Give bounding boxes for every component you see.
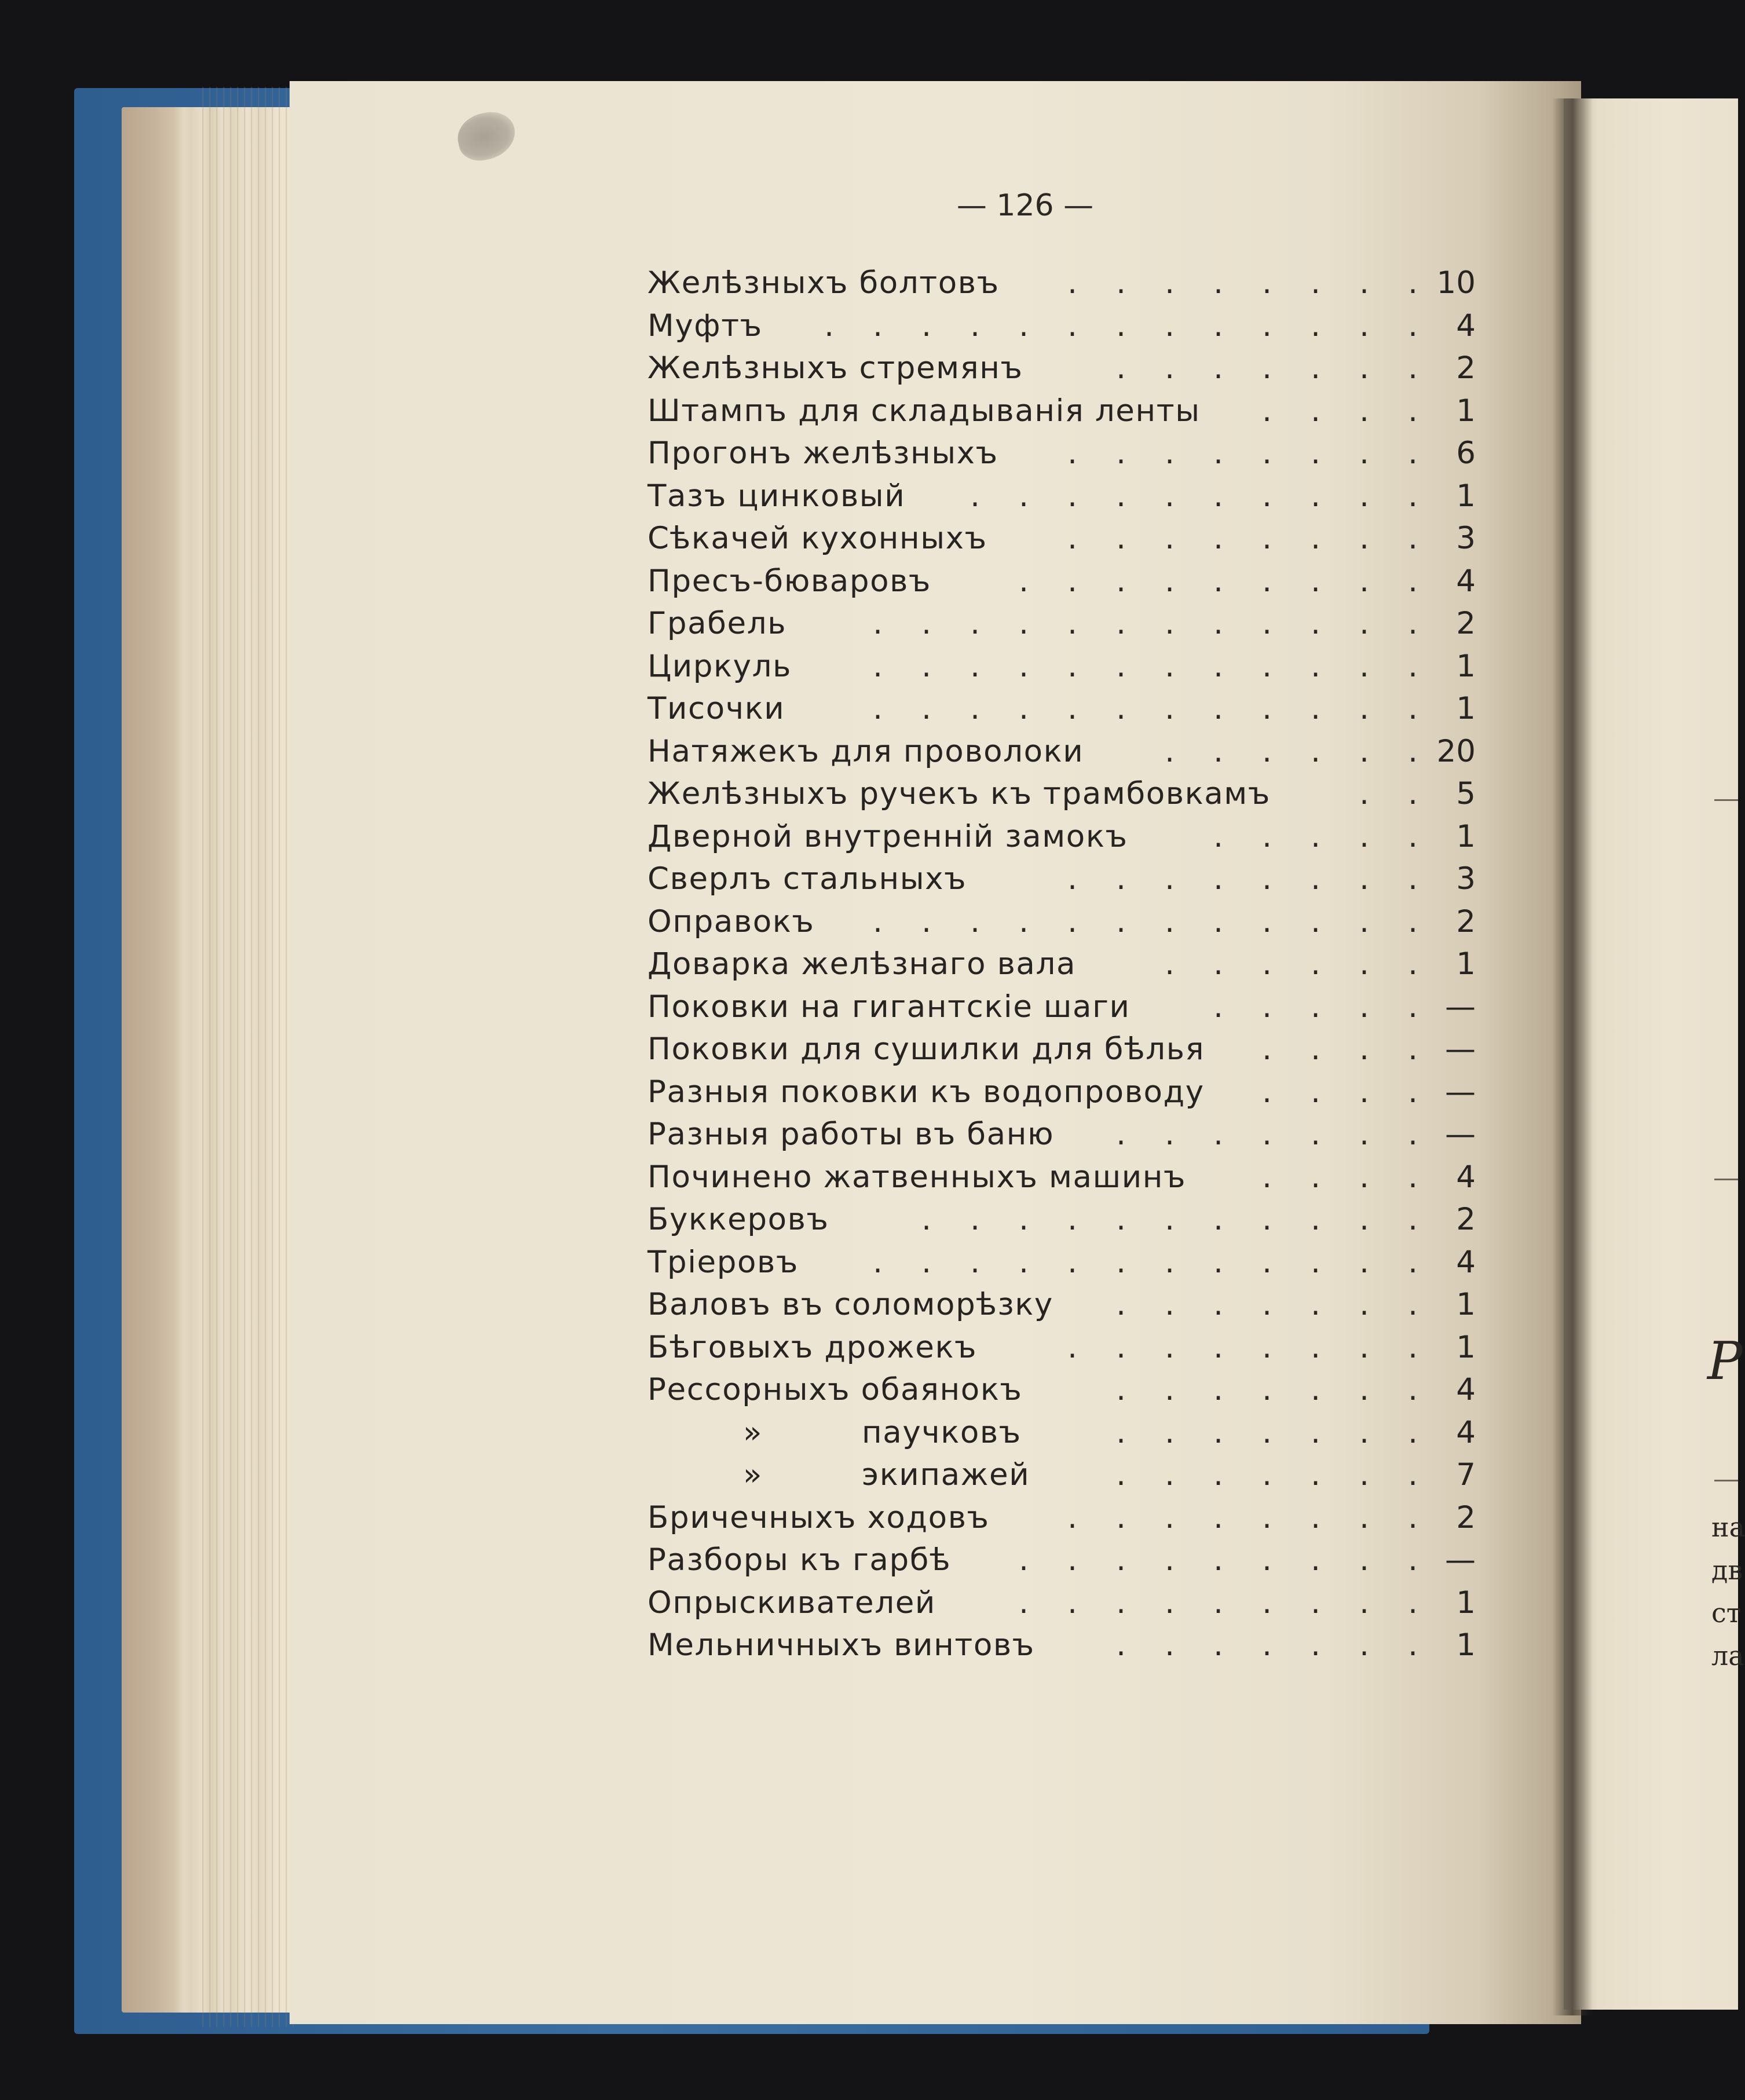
ledger-row: . . . . . . . . Прогонъ желѣзныхъ 6 [647, 432, 1476, 475]
ledger-row: . . . . . . . . . Опрыскивателей 1 [647, 1582, 1476, 1625]
item-label: Сверлъ стальныхъ [647, 861, 967, 897]
item-label: Желѣзныхъ болтовъ [647, 265, 1000, 301]
ledger-row: . . . . . . . . . Разборы къ гарбѣ — [647, 1539, 1476, 1582]
item-quantity: 1 [1456, 818, 1476, 854]
item-label: Рессорныхъ обаянокъ [647, 1372, 1023, 1407]
item-label: экипажей [862, 1457, 1030, 1492]
ledger-row: . . . . . . . . Желѣзныхъ болтовъ 10 [647, 262, 1476, 305]
item-label: Опрыскивателей [647, 1585, 936, 1620]
ledger-row: . . . . Поковки для сушилки для бѣлья — [647, 1028, 1476, 1071]
item-quantity: — [1445, 1031, 1476, 1067]
right-page-rule [1714, 1179, 1738, 1180]
item-label: паучковъ [862, 1414, 1022, 1450]
page-edge-lines [197, 87, 295, 2027]
item-quantity: 1 [1456, 1329, 1476, 1365]
ditto-mark: » [743, 1414, 762, 1450]
item-quantity: 20 [1436, 733, 1476, 769]
ledger-row: . . . . . . . Мельничныхъ винтовъ 1 [647, 1624, 1476, 1667]
inventory-list [647, 262, 1476, 1667]
item-quantity: 5 [1456, 776, 1476, 811]
item-quantity: 1 [1456, 946, 1476, 982]
item-label: Грабель [647, 606, 787, 641]
item-label: Бѣговыхъ дрожекъ [647, 1329, 978, 1365]
ledger-row: . . . . . . . » экипажей 7 [647, 1454, 1476, 1497]
ledger-row: . . . . . . . . . . . . . Муфтъ 4 [647, 305, 1476, 347]
ledger-row: . . . . . . . . Бѣговыхъ дрожекъ 1 [647, 1326, 1476, 1369]
item-quantity: 1 [1456, 1627, 1476, 1663]
item-label: Прогонъ желѣзныхъ [647, 436, 998, 471]
ledger-row: . . . . . . . Рессорныхъ обаянокъ 4 [647, 1369, 1476, 1411]
ledger-row: . . . . . . . . Бричечныхъ ходовъ 2 [647, 1497, 1476, 1539]
ledger-row: . . . . . . . . . . . . Тріеровъ 4 [647, 1241, 1476, 1284]
ledger-row: . . . . . . . . . . . . Тисочки 1 [647, 687, 1476, 730]
book-gutter [1552, 98, 1593, 2015]
item-label: Оправокъ [647, 903, 815, 939]
ledger-row: . . . . . . . . . . . Буккеровъ 2 [647, 1198, 1476, 1241]
ledger-row: . . . . . Поковки на гигантскіе шаги — [647, 986, 1476, 1029]
item-quantity: 1 [1456, 393, 1476, 429]
item-label: Штампъ для складыванія ленты [647, 393, 1201, 429]
right-page-line: на [1711, 1512, 1745, 1543]
ledger-row: . . . . . . . Разныя работы въ баню — [647, 1113, 1476, 1156]
item-label: Разныя работы въ баню [647, 1117, 1055, 1152]
ledger-row: . . . . . . . . . . . . Грабель 2 [647, 602, 1476, 645]
item-quantity: 4 [1456, 1159, 1476, 1195]
item-label: Разборы къ гарбѣ [647, 1542, 952, 1578]
item-label: Тазъ цинковый [647, 478, 906, 514]
item-quantity: 4 [1456, 308, 1476, 343]
item-quantity: 2 [1456, 1499, 1476, 1535]
item-quantity: — [1445, 1117, 1476, 1152]
item-quantity: 4 [1456, 563, 1476, 599]
item-quantity: — [1445, 1542, 1476, 1578]
item-label: Валовъ въ соломорѣзку [647, 1287, 1053, 1322]
ditto-mark: » [743, 1457, 762, 1492]
item-label: Поковки на гигантскіе шаги [647, 989, 1131, 1025]
item-quantity: 4 [1456, 1244, 1476, 1280]
ledger-row: . . . . . . . . . . . . Оправокъ 2 [647, 901, 1476, 943]
item-label: Сѣкачей кухонныхъ [647, 521, 987, 556]
right-page-line: ла [1711, 1640, 1744, 1671]
ledger-row: . . . . . . . Валовъ въ соломорѣзку 1 [647, 1283, 1476, 1326]
ledger-row: . . . . . Дверной внутренній замокъ 1 [647, 815, 1476, 858]
item-quantity: 4 [1456, 1372, 1476, 1407]
item-label: Разныя поковки къ водопроводу [647, 1074, 1205, 1110]
item-label: Мельничныхъ винтовъ [647, 1627, 1035, 1663]
ledger-row: . . Желѣзныхъ ручекъ къ трамбовкамъ 5 [647, 773, 1476, 815]
page-number: — 126 — [956, 188, 1094, 223]
item-quantity: 2 [1456, 903, 1476, 939]
item-label: Пресъ-бюваровъ [647, 563, 931, 599]
ledger-row: . . . . . . . . . . Тазъ цинковый 1 [647, 475, 1476, 518]
item-label: Буккеровъ [647, 1202, 829, 1237]
ledger-row: . . . . . . Натяжекъ для проволоки 20 [647, 730, 1476, 773]
ledger-row: . . . . . . . . Сверлъ стальныхъ 3 [647, 858, 1476, 901]
right-page-initial: Р [1707, 1331, 1743, 1392]
item-quantity: 4 [1456, 1414, 1476, 1450]
item-label: Починено жатвенныхъ машинъ [647, 1159, 1187, 1195]
ledger-row: . . . . Разныя поковки къ водопроводу — [647, 1071, 1476, 1114]
item-quantity: — [1445, 989, 1476, 1025]
item-label: Доварка желѣзнаго вала [647, 946, 1077, 982]
item-label: Бричечныхъ ходовъ [647, 1499, 990, 1535]
item-label: Желѣзныхъ ручекъ къ трамбовкамъ [647, 776, 1271, 811]
item-quantity: 10 [1436, 265, 1476, 301]
ledger-row: . . . . . . Доварка желѣзнаго вала 1 [647, 943, 1476, 986]
item-quantity: 1 [1456, 1287, 1476, 1322]
item-quantity: 2 [1456, 350, 1476, 386]
ledger-row: . . . . . . . Желѣзныхъ стремянъ 2 [647, 347, 1476, 390]
ledger-row: . . . . . . . . . Пресъ-бюваровъ 4 [647, 560, 1476, 603]
item-quantity: 1 [1456, 1585, 1476, 1620]
right-page-line: дв [1711, 1554, 1743, 1586]
item-quantity: 1 [1456, 691, 1476, 726]
item-label: Желѣзныхъ стремянъ [647, 350, 1023, 386]
item-quantity: 1 [1456, 478, 1476, 514]
right-page-rule [1714, 799, 1738, 801]
item-quantity: 2 [1456, 606, 1476, 641]
item-quantity: — [1445, 1074, 1476, 1110]
item-label: Дверной внутренній замокъ [647, 818, 1128, 854]
ledger-row: . . . . Починено жатвенныхъ машинъ 4 [647, 1156, 1476, 1199]
item-label: Натяжекъ для проволоки [647, 733, 1084, 769]
ledger-row: . . . . . . . » паучковъ 4 [647, 1411, 1476, 1454]
item-label: Поковки для сушилки для бѣлья [647, 1031, 1205, 1067]
right-page-line: ст [1711, 1597, 1742, 1629]
item-quantity: 6 [1456, 436, 1476, 471]
ledger-row: . . . . . . . . . . . . Циркуль 1 [647, 645, 1476, 688]
right-page-rule [1714, 1480, 1738, 1481]
item-quantity: 3 [1456, 521, 1476, 556]
item-label: Циркуль [647, 648, 792, 684]
item-label: Тріеровъ [647, 1244, 799, 1280]
item-quantity: 1 [1456, 648, 1476, 684]
item-quantity: 2 [1456, 1202, 1476, 1237]
item-label: Муфтъ [647, 308, 763, 343]
item-quantity: 3 [1456, 861, 1476, 897]
item-quantity: 7 [1456, 1457, 1476, 1492]
item-label: Тисочки [647, 691, 785, 726]
ledger-row: . . . . . . . . Сѣкачей кухонныхъ 3 [647, 517, 1476, 560]
ledger-row: . . . . Штампъ для складыванія ленты 1 [647, 390, 1476, 433]
